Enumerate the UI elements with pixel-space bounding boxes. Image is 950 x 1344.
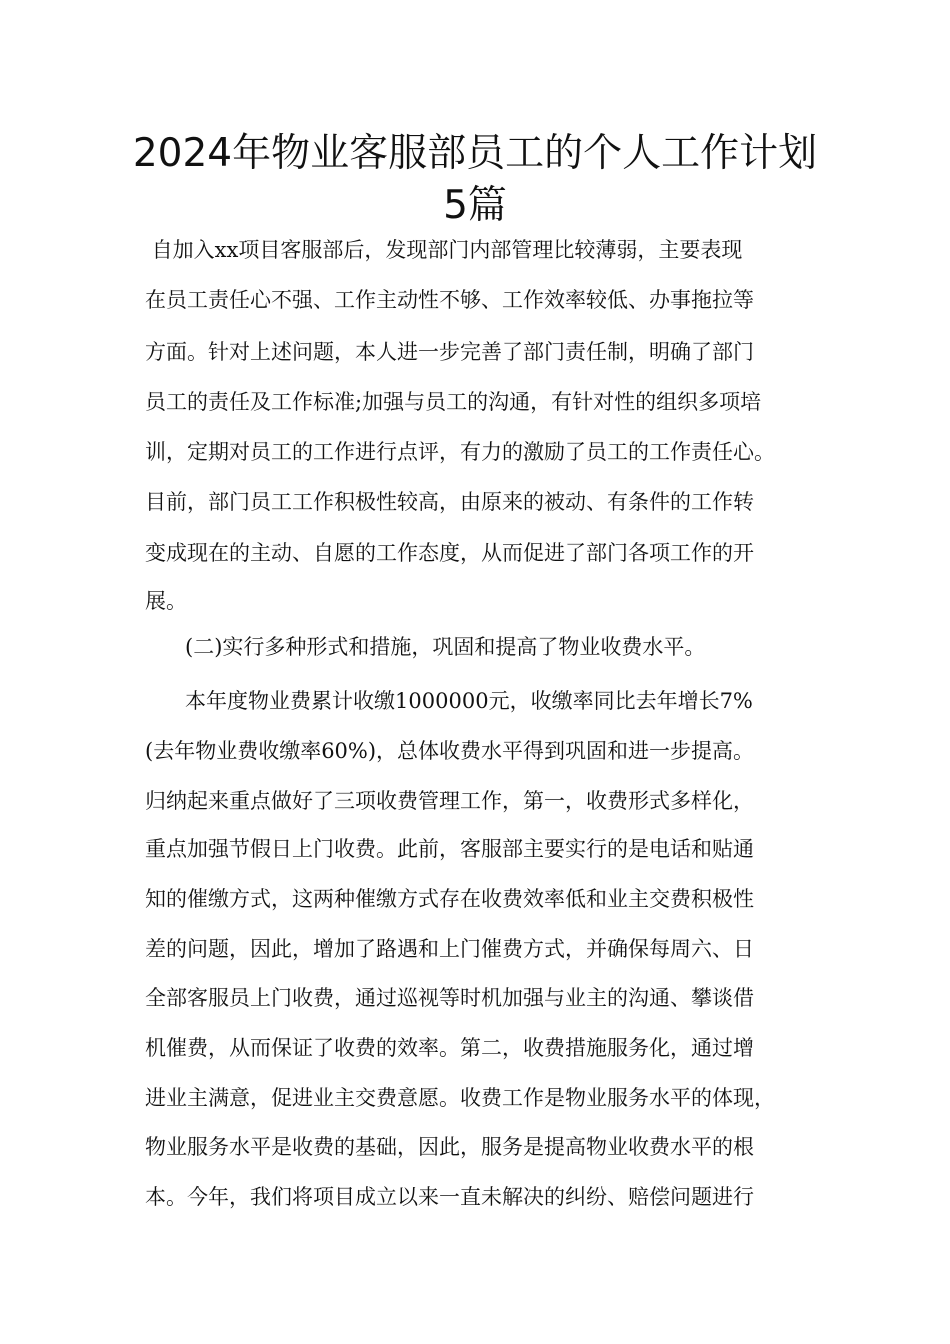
- page-title-line-2: 5篇: [443, 183, 507, 228]
- section-heading: (二)实行多种形式和措施，巩固和提高了物业收费水平。: [145, 635, 706, 659]
- body-line: 自加入xx项目客服部后，发现部门内部管理比较薄弱，主要表现: [145, 238, 743, 262]
- body-line: 本年度物业费累计收缴1000000元，收缴率同比去年增长7%: [145, 689, 753, 713]
- body-line: 本。今年，我们将项目成立以来一直未解决的纠纷、赔偿问题进行: [145, 1185, 754, 1209]
- body-line: 方面。针对上述问题，本人进一步完善了部门责任制，明确了部门: [145, 340, 754, 364]
- body-line: 在员工责任心不强、工作主动性不够、工作效率较低、办事拖拉等: [145, 288, 754, 312]
- body-line: 变成现在的主动、自愿的工作态度，从而促进了部门各项工作的开: [145, 541, 754, 565]
- body-line: 知的催缴方式，这两种催缴方式存在收费效率低和业主交费积极性: [145, 887, 754, 911]
- body-line: 差的问题，因此，增加了路遇和上门催费方式，并确保每周六、日: [145, 937, 754, 961]
- body-line: 归纳起来重点做好了三项收费管理工作，第一，收费形式多样化，: [145, 789, 754, 813]
- body-line: 机催费，从而保证了收费的效率。第二，收费措施服务化，通过增: [145, 1036, 754, 1060]
- body-line: 员工的责任及工作标准;加强与员工的沟通，有针对性的组织多项培: [145, 390, 762, 414]
- body-line: 全部客服员上门收费，通过巡视等时机加强与业主的沟通、攀谈借: [145, 986, 754, 1010]
- page-title-line-1: 2024年物业客服部员工的个人工作计划: [132, 131, 818, 176]
- body-line: 进业主满意，促进业主交费意愿。收费工作是物业服务水平的体现，: [145, 1086, 775, 1110]
- body-line: 训，定期对员工的工作进行点评，有力的激励了员工的工作责任心。: [145, 440, 775, 464]
- body-line: 重点加强节假日上门收费。此前，客服部主要实行的是电话和贴通: [145, 837, 754, 861]
- body-line: (去年物业费收缴率60%)，总体收费水平得到巩固和进一步提高。: [145, 739, 755, 763]
- body-line: 目前，部门员工工作积极性较高，由原来的被动、有条件的工作转: [145, 490, 754, 514]
- body-line: 物业服务水平是收费的基础，因此，服务是提高物业收费水平的根: [145, 1135, 754, 1159]
- body-line: 展。: [145, 589, 187, 613]
